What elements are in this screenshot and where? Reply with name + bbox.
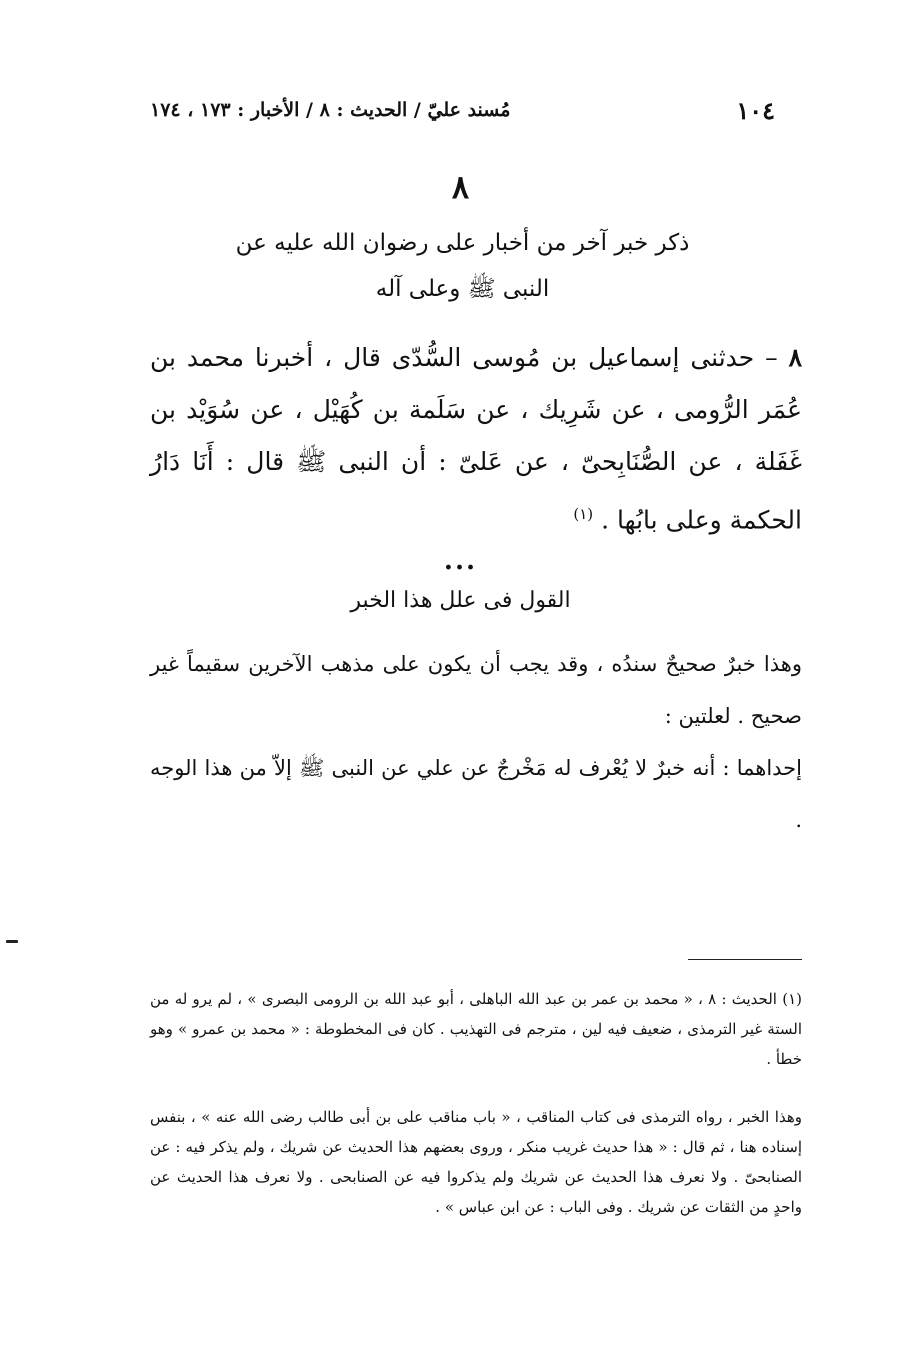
footnote-1: (١) الحديث : ٨ ، « محمد بن عمر بن عبد الله الباهلى ، أبو عبد الله بن الرومى البصرى » ، لم يرو له من الستة غير الترمذى ، ضعيف فيه لين ، مترجم فى التهذيب . كان فى المخطوطة : « محمد بن عمرو » وهو خطأ . [150, 990, 802, 1068]
hadith-text [150, 332, 802, 546]
discussion-paragraph-2: إحداهما : أنه خبرٌ لا يُعْرف له مَخْرجٌ عن علي عن النبى ﷺ إلاّ من هذا الوجه . [150, 756, 802, 832]
chapter-title [150, 220, 775, 312]
discussion-paragraph-1: وهذا خبرٌ صحيحٌ سندُه ، وقد يجب أن يكون على مذهب الآخرين سقيماً غير صحيح . لعلتين : [150, 652, 802, 728]
hadith-number: ٨ [788, 343, 802, 372]
section-number: ٨ [451, 168, 470, 206]
footnote-2: وهذا الخبر ، رواه الترمذى فى كتاب المناقب ، « باب مناقب على بن أبى طالب رضى الله عنه » ، بنفس إسناده هنا ، ثم قال : « هذا حديث غريب منكر ، وروى بعضهم هذا الحديث عن شريك ، ولم يذكر فيه : عن الصنابحىّ . ولا نعرف هذا الحديث عن شريك ولم يذكروا فيه عن الصنابحى . ولا نعرف هذا الحديث عن واحدٍ من الثقات عن شريك . وفى الباب : عن ابن عباس » . [150, 1108, 802, 1216]
scan-mark [6, 940, 18, 943]
footnote-divider [688, 959, 802, 960]
page-number: ١٠٤ [736, 95, 775, 125]
footnote-reference[interactable]: (١) [573, 505, 594, 523]
chapter-title-line-1: ذكر خبر آخر من أخبار على رضوان الله عليه عن [235, 230, 690, 256]
running-title: مُسند عليّ / الحديث : ٨ / الأخبار : ١٧٣ ، ١٧٤ [150, 99, 511, 121]
running-header [150, 92, 775, 128]
section-separator: ... [443, 546, 478, 576]
hadith-body: حدثنى إسماعيل بن مُوسى السُّدّى قال ، أخبرنا محمد بن عُمَر الرُّومى ، عن شَرِيك ، عن سَلَمة بن كُهَيْل ، عن سُوَيْد بن غَفَلة ، عن الصُّنَابِحىّ ، عن عَلىّ : أن النبى ﷺ قال : أَنَا دَارُ الحكمة وعلى بابُها . [150, 343, 802, 535]
hadith-dash: – [765, 343, 778, 372]
discussion-title: القول فى علل هذا الخبر [350, 588, 571, 613]
chapter-title-line-2: النبى ﷺ وعلى آله [375, 276, 550, 302]
